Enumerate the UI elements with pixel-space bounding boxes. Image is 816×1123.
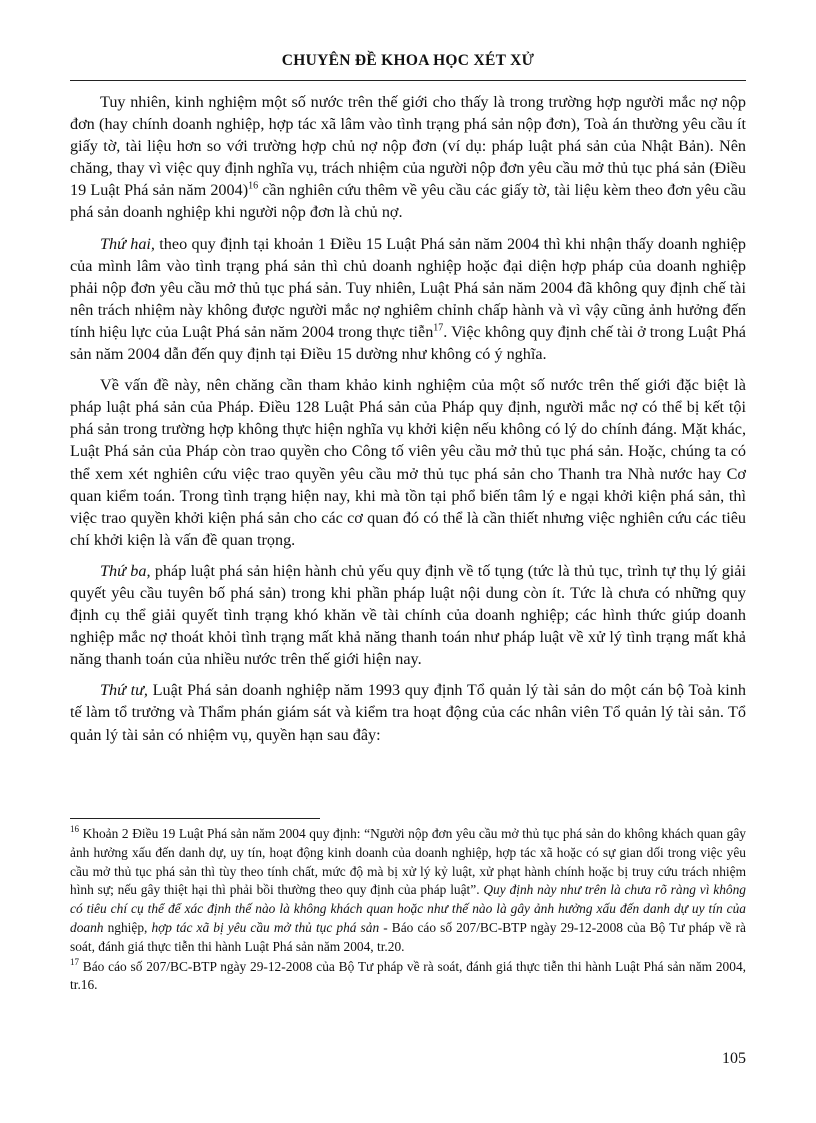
page-number: 105 [722,1050,746,1067]
header-rule [70,80,746,81]
footnote-number: 17 [70,956,79,967]
footnote-16: $^{16}$ Khoản 2 Điều 19 Luật Phá sản năm 2004 quy định: “Người nộp đơn yêu cầu mở thủ tục phá sản do không khách quan gây ảnh hưởng xấu đến danh dự, uy tín, hoạt động kinh doanh của doanh nghiệp, hợp tác xã hoặc có sự gian dối trong việc yêu cầu mở thủ tục phá sản thì tùy theo tính chất, mức độ mà bị xử lý kỷ luật, xử phạt hành chính hoặc bị truy cứu trách nhiệm hình sự; nếu gây thiệt hại thì phải bồi thường theo quy định của pháp luật”. Quy định này như trên là chưa rõ ràng vì không có tiêu chí cụ thể để xác định thế nào là không khách quan hoặc như thế nào là gây ảnh hưởng xấu đến danh dự uy tín của doanh nghiệp, hợp tác xã bị yêu cầu mở thủ tục phá sản - Báo cáo số 207/BC-BTP ngày 29-12-2008 của Bộ Tư pháp về rà soát, đánh giá thực tiễn thi hành Luật Phá sản năm 2004, tr.20. [70,824,746,954]
paragraph-4: Thứ ba, pháp luật phá sản hiện hành chủ yếu quy định về tố tụng (tức là thủ tục, trình tự thụ lý giải quyết yêu cầu tuyên bố phá sản) trong khi phần pháp luật nội dung còn ít. Tức là chưa có những quy định cụ thể giải quyết tình trạng khó khăn về tài chính của doanh nghiệp; các hình thức giúp doanh nghiệp mắc nợ thoát khỏi tình trạng mất khả năng thanh toán như pháp luật về xử lý tình trạng mất khả năng thanh toán của nhiều nước trên thế giới hiện nay. [70,561,746,669]
paragraph-3: Về vấn đề này, nên chăng cần tham khảo kinh nghiệm của một số nước trên thế giới đặc biệt là pháp luật phá sản của Pháp. Điều 128 Luật Phá sản của Pháp quy định, người mắc nợ có thể bị kết tội phá sản trong trường hợp không thực hiện nghĩa vụ khởi kiện nếu không có lý do chính đáng. Mặt khác, Luật Phá sản của Pháp còn trao quyền cho Công tố viên yêu cầu mở thủ tục phá sản. Hoặc, chúng ta có thể xem xét nghiên cứu việc trao quyền yêu cầu mở thủ tục phá sản cho Thanh tra Nhà nước hay Cơ quan kiểm toán. Trong tình trạng hiện nay, khi mà tồn tại phổ biến tâm lý e ngại khởi kiện phá sản, thì việc trao quyền khởi kiện phá sản cho các cơ quan đó có thể là cần thiết nhưng việc nghiên cứu các tiêu chí khởi kiện là vấn đề quan trọng. [70,376,746,549]
paragraph-lead: Thứ tư, [100,681,148,700]
body-text [70,91,746,755]
footnotes [70,825,746,996]
paragraph-1: Tuy nhiên, kinh nghiệm một số nước trên thế giới cho thấy là trong trường hợp người mắc nợ nộp đơn (hay chính doanh nghiệp, hợp tác xã lâm vào tình trạng phá sản nộp đơn), Toà án thường yêu cầu ít giấy tờ, tài liệu hơn so với trường hợp chủ nợ nộp đơn (ví dụ: pháp luật phá sản của Nhật Bản). Nên chăng, thay vì việc quy định nghĩa vụ, trách nhiệm của người nộp đơn yêu cầu mở thủ tục phá sản (Điều 19 Luật Phá sản năm 2004)$^{16}$ cần nghiên cứu thêm về yêu cầu các giấy tờ, tài liệu kèm theo đơn yêu cầu phá sản doanh nghiệp khi người nộp đơn là chủ nợ. [70,93,746,222]
paragraph-2: Thứ hai, theo quy định tại khoản 1 Điều 15 Luật Phá sản năm 2004 thì khi nhận thấy doanh nghiệp của mình lâm vào tình trạng phá sản thì chủ doanh nghiệp hoặc đại diện hợp pháp của doanh nghiệp phải nộp đơn yêu cầu mở thủ tục phá sản. Tuy nhiên, Luật Phá sản năm 2004 đã không quy định chế tài nên trách nhiệm này không được người mắc nợ nghiêm chỉnh chấp hành và vì vậy cũng ảnh hưởng đến tính hiệu lực của Luật Phá sản năm 2004 trong thực tiễn$^{17}$. Việc không quy định chế tài ở trong Luật Phá sản năm 2004 dẫn đến quy định tại Điều 15 dường như không có ý nghĩa. [70,234,746,364]
footnote-ref-17[interactable]: 17 [433,322,444,334]
footnote-number: 16 [70,824,79,834]
paragraph-lead: Thứ hai, [100,234,155,253]
running-header: CHUYÊN ĐỀ KHOA HỌC XÉT XỬ [281,52,535,69]
footnote-ref-16[interactable]: 16 [248,180,259,192]
footnote-separator [70,818,320,819]
paragraph-5: Thứ tư, Luật Phá sản doanh nghiệp năm 1993 quy định Tổ quản lý tài sản do một cán bộ Toà kinh tế làm tổ trưởng và Thẩm phán giám sát và kiểm tra hoạt động của các nhân viên Tổ quản lý tài sản. Tổ quản lý tài sản có nhiệm vụ, quyền hạn sau đây: [70,681,746,744]
footnote-17: $^{17}$ Báo cáo số 207/BC-BTP ngày 29-12-2008 của Bộ Tư pháp về rà soát, đánh giá thực tiễn thi hành Luật Phá sản năm 2004, tr.16. [70,956,746,993]
paragraph-lead: Thứ ba, [100,561,151,580]
